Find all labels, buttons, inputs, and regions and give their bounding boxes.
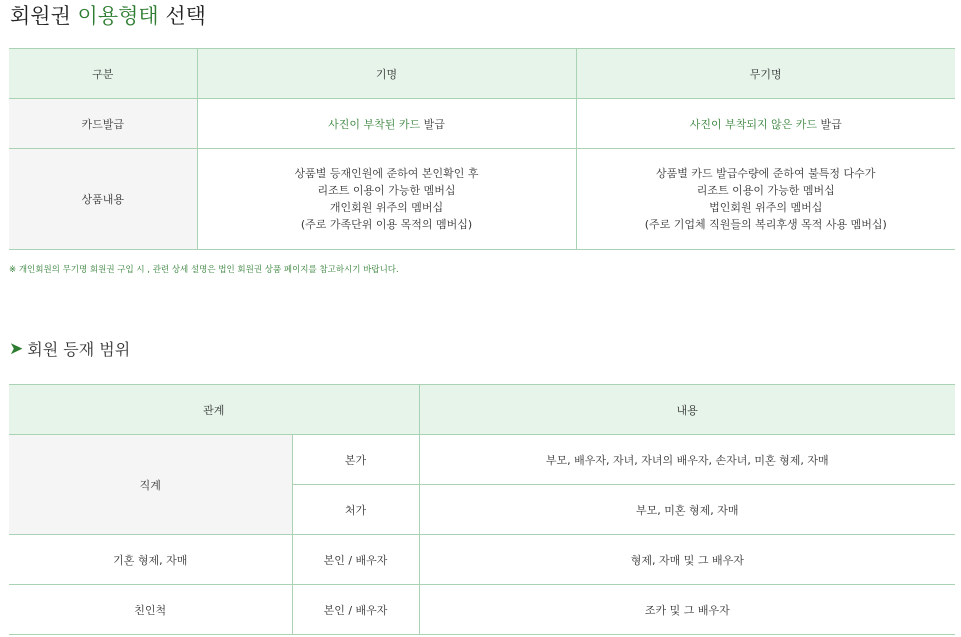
row-label-product: 상품내용 [9,149,197,250]
green-arrow-icon: ➤ [9,338,24,359]
sub-relation: 본가 [292,435,419,485]
cell-named-product [197,149,576,250]
unnamed-line: 상품별 카드 발급수량에 준하여 불특정 다수가 [656,167,876,180]
header-content: 내용 [419,385,955,435]
relation-content: 부모, 배우자, 자녀, 자녀의 배우자, 손자녀, 미혼 형제, 자매 [419,435,955,485]
relation-content: 조카 및 그 배우자 [419,585,955,635]
sub-relation: 처가 [292,485,419,535]
group-relatives: 친인척 [9,585,292,635]
header-relation: 관계 [9,385,419,435]
group-direct: 직계 [9,435,292,535]
named-line: 상품별 등재인원에 준하여 본인확인 후 [294,167,479,180]
title-suffix: 선택 [158,4,206,28]
sub-relation: 본인 / 배우자 [292,585,419,635]
section-heading [9,337,130,360]
title-prefix: 회원권 [10,4,78,28]
unnamed-line: (주로 기업체 직원들의 복리후생 목적 사용 멤버십) [644,218,887,231]
row-label-card: 카드발급 [9,99,197,149]
cell-unnamed-card [576,99,955,149]
unnamed-line: 법인회원 위주의 멤버십 [709,201,823,214]
member-scope-table [9,384,955,635]
footnote: ※ 개인회원의 무기명 회원권 구입 시 , 관련 상세 설명은 법인 회원권 상품 페이지를 참고하시기 바랍니다. [9,265,399,275]
group-married-siblings: 기혼 형제, 자매 [9,535,292,585]
named-line: 리조트 이용이 가능한 멤버십 [317,184,456,197]
unnamed-line: 리조트 이용이 가능한 멤버십 [696,184,835,197]
section-title: 회원 등재 범위 [27,340,131,359]
table-row [9,99,955,149]
header-unnamed: 무기명 [576,49,955,99]
cell-named-card [197,99,576,149]
table-header-row [9,385,955,435]
named-card-rest: 발급 [420,117,445,131]
header-category: 구분 [9,49,197,99]
relation-content: 부모, 미혼 형제, 자매 [419,485,955,535]
page-title [10,0,206,30]
table-row [9,585,955,635]
table-header-row [9,49,955,99]
relation-content: 형제, 자매 및 그 배우자 [419,535,955,585]
usage-type-table [9,48,955,250]
named-card-accent: 사진이 부착된 카드 [328,117,421,131]
cell-unnamed-product [576,149,955,250]
table-row [9,535,955,585]
table-row [9,149,955,250]
sub-relation: 본인 / 배우자 [292,535,419,585]
named-line: (주로 가족단위 이용 목적의 멤버십) [300,218,473,231]
title-accent: 이용형태 [77,4,159,28]
named-line: 개인회원 위주의 멤버십 [329,201,444,214]
unnamed-card-accent: 사진이 부착되지 않은 카드 [689,117,818,131]
unnamed-card-rest: 발급 [817,117,842,131]
table-row [9,435,955,485]
header-named: 기명 [197,49,576,99]
